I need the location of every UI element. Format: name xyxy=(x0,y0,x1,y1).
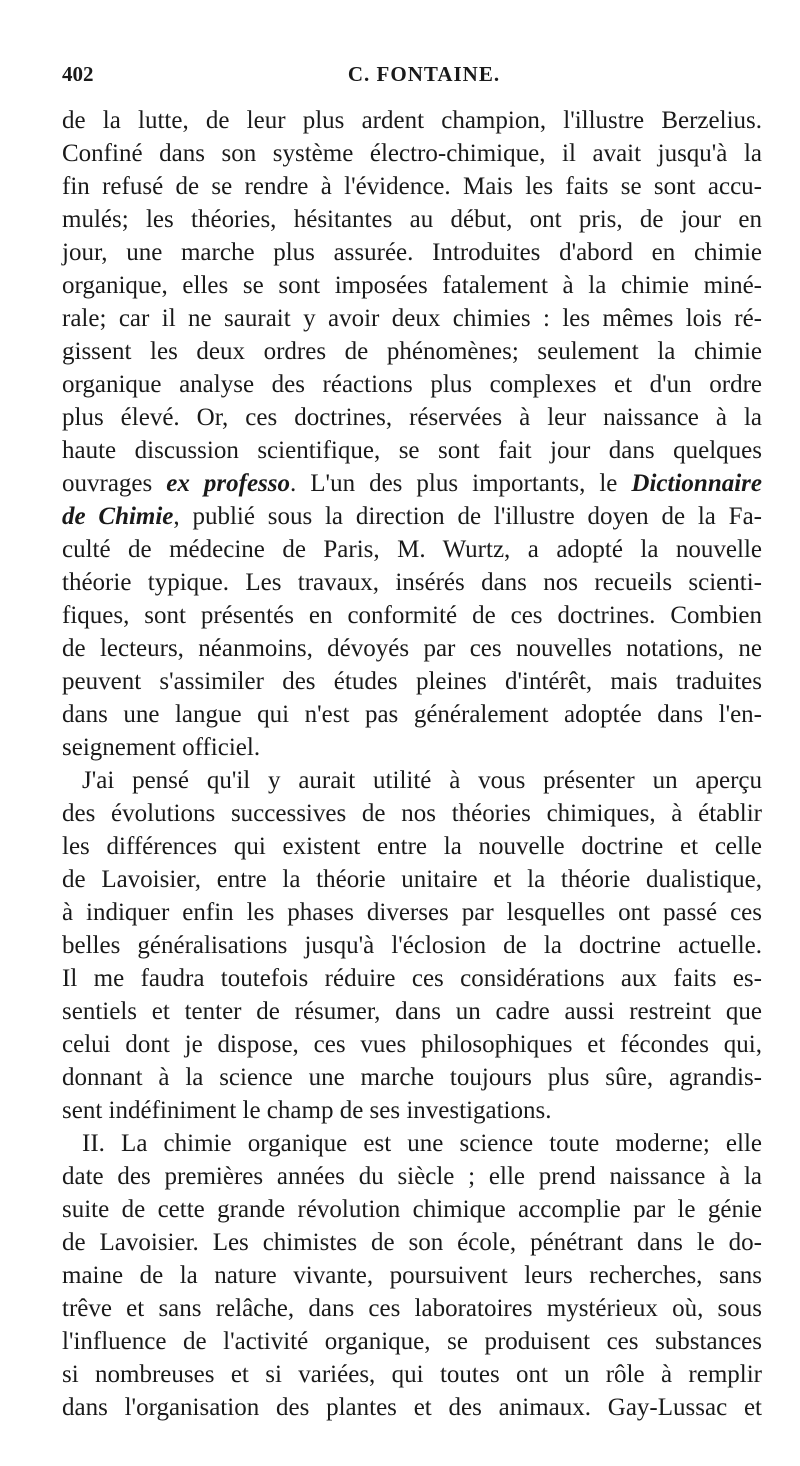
text-line: organique, elles se sont imposées fatalement à la chimie miné- xyxy=(62,272,762,299)
text-line: haute discussion scientifique, se sont fait jour dans quelques xyxy=(62,437,762,464)
text-line: fin refusé de se rendre à l'évidence. Mais les faits se sont accu- xyxy=(62,173,762,200)
text-line: plus élevé. Or, ces doctrines, réservées à leur naissance à la xyxy=(62,404,762,431)
text-line: II. La chimie organique est une science toute moderne; elle xyxy=(82,1130,762,1157)
body-text xyxy=(62,104,762,1424)
text-line: si nombreuses et si variées, qui toutes ont un rôle à remplir xyxy=(62,1361,762,1388)
italic-phrase: ex professo xyxy=(166,470,291,497)
text-line: culté de médecine de Paris, M. Wurtz, a adopté la nouvelle xyxy=(62,536,762,563)
text-line: de la lutte, de leur plus ardent champion, l'illustre Berzelius. xyxy=(62,107,762,134)
text-line: sent indéfiniment le champ de ses investigations. xyxy=(62,1097,552,1124)
text-run: . L'un des plus importants, le xyxy=(290,470,632,497)
text-line: J'ai pensé qu'il y aurait utilité à vous présenter un aperçu xyxy=(82,767,762,794)
text-line: maine de la nature vivante, poursuivent leurs recherches, sans xyxy=(62,1262,762,1289)
text-line: celui dont je dispose, ces vues philosophiques et fécondes qui, xyxy=(62,1031,762,1058)
text-line: mulés; les théories, hésitantes au début, ont pris, de jour en xyxy=(62,206,762,233)
running-head: C. FONTAINE. xyxy=(347,62,501,86)
text-line: rale; car il ne saurait y avoir deux chimies : les mêmes lois ré- xyxy=(62,305,762,332)
text-line xyxy=(62,500,762,533)
text-line: dans l'organisation des plantes et des animaux. Gay-Lussac et xyxy=(62,1394,762,1421)
page-header xyxy=(62,62,762,92)
text-line: à indiquer enfin les phases diverses par lesquelles ont passé ces xyxy=(62,899,762,926)
text-line: Il me faudra toutefois réduire ces considérations aux faits es- xyxy=(62,965,762,992)
text-run: , publié sous la direction de l'illustre doyen de la Fa- xyxy=(173,503,762,530)
text-line: seignement officiel. xyxy=(62,734,261,761)
text-line: des évolutions successives de nos théories chimiques, à établir xyxy=(62,800,762,827)
text-line xyxy=(62,467,762,500)
page-number: 402 xyxy=(62,62,94,86)
text-line: théorie typique. Les travaux, insérés dans nos recueils scienti- xyxy=(62,569,762,596)
text-line: Confiné dans son système électro-chimique, il avait jusqu'à la xyxy=(62,140,762,167)
text-line: sentiels et tenter de résumer, dans un cadre aussi restreint que xyxy=(62,998,762,1025)
text-line: jour, une marche plus assurée. Introduites d'abord en chimie xyxy=(62,239,762,266)
text-line: gissent les deux ordres de phénomènes; seulement la chimie xyxy=(62,338,762,365)
text-line: les différences qui existent entre la nouvelle doctrine et celle xyxy=(62,833,762,860)
italic-title: de Chimie xyxy=(62,503,174,530)
italic-title: Dictionnaire xyxy=(631,470,762,497)
text-line: organique analyse des réactions plus complexes et d'un ordre xyxy=(62,371,762,398)
text-line: l'influence de l'activité organique, se produisent ces substances xyxy=(62,1328,762,1355)
text-line: belles généralisations jusqu'à l'éclosion de la doctrine actuelle. xyxy=(62,932,762,959)
text-line: trêve et sans relâche, dans ces laboratoires mystérieux où, sous xyxy=(62,1295,762,1322)
text-line: fiques, sont présentés en conformité de ces doctrines. Combien xyxy=(62,602,762,629)
text-line: dans une langue qui n'est pas généralement adoptée dans l'en- xyxy=(62,701,762,728)
text-line: peuvent s'assimiler des études pleines d'intérêt, mais traduites xyxy=(62,668,762,695)
text-line: donnant à la science une marche toujours plus sûre, agrandis- xyxy=(62,1064,762,1091)
text-line: de Lavoisier, entre la théorie unitaire et la théorie dualistique, xyxy=(62,866,762,893)
text-line: de lecteurs, néanmoins, dévoyés par ces nouvelles notations, ne xyxy=(62,635,762,662)
text-line: suite de cette grande révolution chimique accomplie par le génie xyxy=(62,1196,762,1223)
text-run: ouvrages xyxy=(62,470,167,497)
text-line: date des premières années du siècle ; elle prend naissance à la xyxy=(62,1163,762,1190)
text-line: de Lavoisier. Les chimistes de son école, pénétrant dans le do- xyxy=(62,1229,762,1256)
